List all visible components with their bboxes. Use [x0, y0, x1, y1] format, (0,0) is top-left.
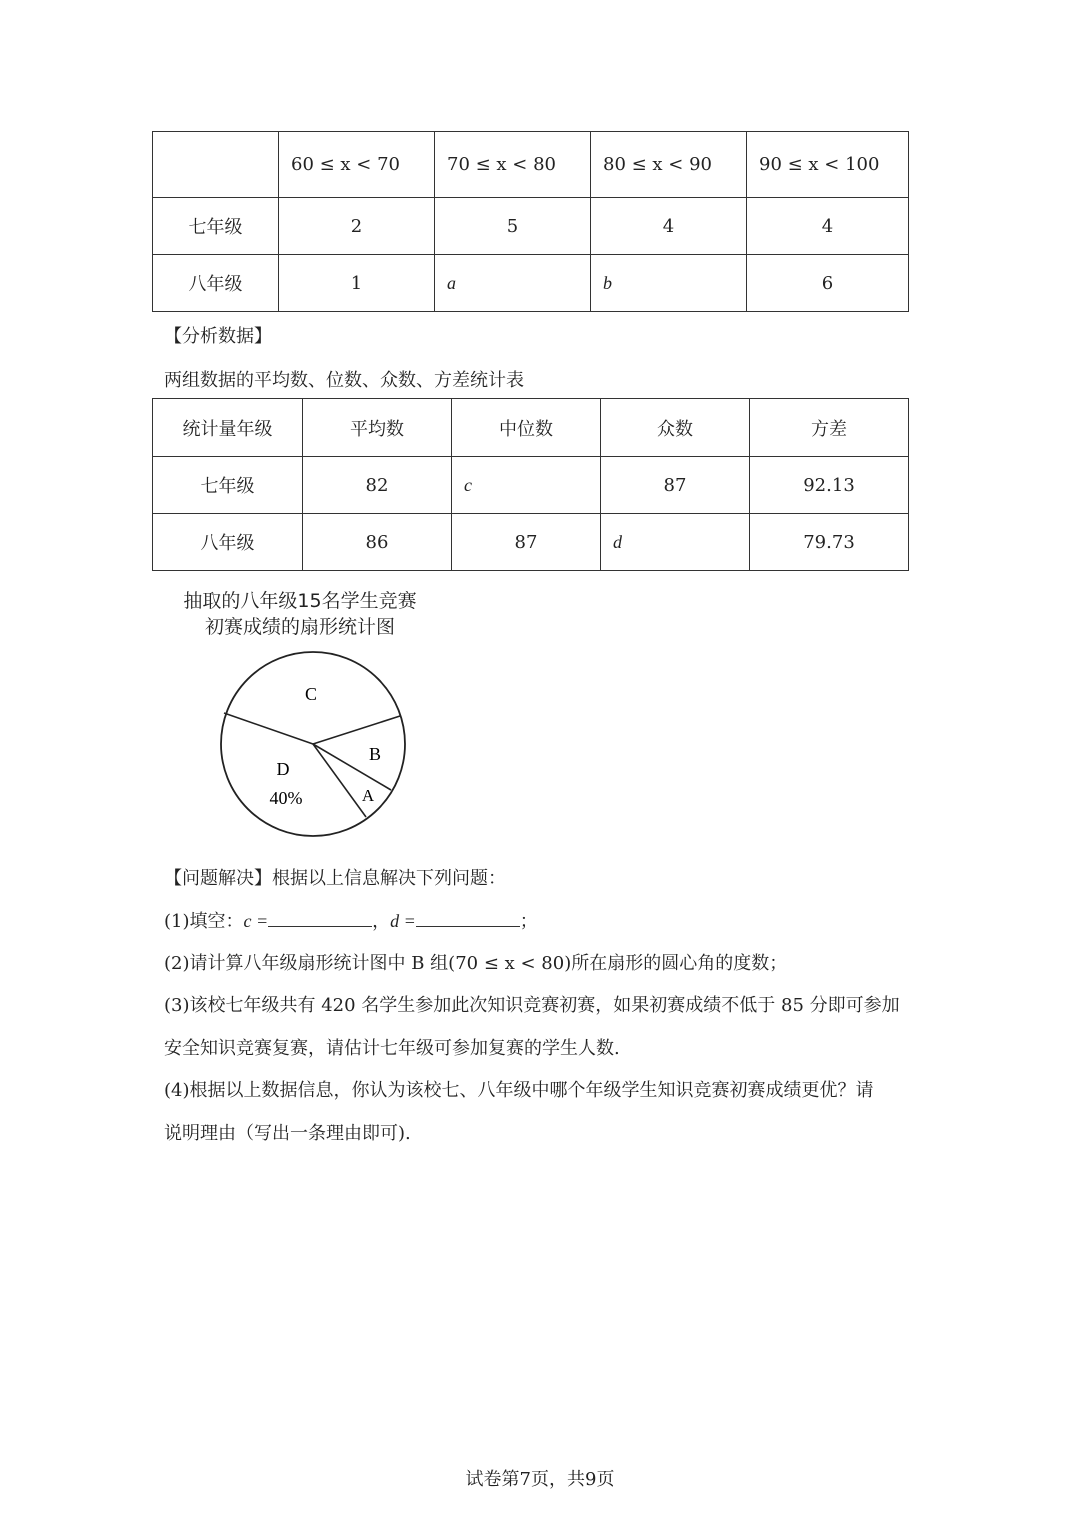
answer-blank-c[interactable] [268, 910, 372, 927]
q1-end: ； [519, 911, 538, 932]
pie-chart-title [170, 588, 430, 640]
slice-label-d: D [276, 759, 290, 779]
row-label: 八年级 [153, 255, 279, 312]
header-cell: 平均数 [303, 399, 452, 457]
cell: 79.73 [750, 514, 909, 571]
cell: 5 [435, 198, 591, 255]
q1-separator: ， [372, 911, 391, 932]
question-3-line2: 安全知识竞赛复赛，请估计七年级可参加复赛的学生人数. [164, 1038, 620, 1059]
cell: 1 [279, 255, 435, 312]
cell: 87 [601, 457, 750, 514]
stats-table [152, 398, 909, 571]
slice-divider [313, 744, 366, 817]
pie-title-line1: 抽取的八年级15名学生竞赛 [183, 590, 417, 612]
header-cell: 统计量年级 [153, 399, 303, 457]
question-3-line1: (3)该校七年级共有 420 名学生参加此次知识竞赛初赛，如果初赛成绩不低于 85 分即可参加 [164, 995, 900, 1016]
pie-chart [210, 644, 416, 850]
slice-label-a: A [361, 786, 375, 805]
slice-divider [224, 713, 313, 744]
var-b: b [603, 272, 612, 293]
cell: 86 [303, 514, 452, 571]
stats-caption: 两组数据的平均数、位数、众数、方差统计表 [164, 370, 524, 391]
var-d: d [613, 531, 622, 552]
header-cell: 90 ≤ x < 100 [747, 132, 909, 198]
var-c: c [464, 474, 472, 495]
slice-d-percent: 40% [269, 788, 303, 808]
cell [591, 255, 747, 312]
header-cell: 70 ≤ x < 80 [435, 132, 591, 198]
frequency-table [152, 131, 909, 312]
header-cell: 中位数 [452, 399, 601, 457]
table-row [153, 514, 909, 571]
header-cell: 60 ≤ x < 70 [279, 132, 435, 198]
row-label: 七年级 [153, 457, 303, 514]
header-cell: 众数 [601, 399, 750, 457]
cell [435, 255, 591, 312]
q1-d-label: d = [390, 911, 416, 931]
question-1 [164, 907, 538, 933]
slice-divider [313, 716, 400, 744]
cell: 4 [747, 198, 909, 255]
header-cell [153, 132, 279, 198]
cell: 92.13 [750, 457, 909, 514]
var-a: a [447, 272, 456, 293]
cell: 6 [747, 255, 909, 312]
row-label: 七年级 [153, 198, 279, 255]
page-footer: 试卷第7页，共9页 [465, 1469, 615, 1490]
question-4-line2: 说明理由（写出一条理由即可). [164, 1123, 411, 1144]
header-cell: 方差 [750, 399, 909, 457]
slice-label-c: C [304, 684, 318, 704]
cell: 87 [452, 514, 601, 571]
analysis-heading: 【分析数据】 [164, 326, 272, 347]
cell: 2 [279, 198, 435, 255]
question-2: (2)请计算八年级扇形统计图中 B 组(70 ≤ x < 80)所在扇形的圆心角的度数； [164, 953, 788, 974]
cell [452, 457, 601, 514]
q1-prefix: (1)填空： [164, 911, 244, 932]
problem-intro: 【问题解决】根据以上信息解决下列问题： [164, 868, 506, 889]
question-4-line1: (4)根据以上数据信息，你认为该校七、八年级中哪个年级学生知识竞赛初赛成绩更优？请 [164, 1080, 874, 1101]
cell [601, 514, 750, 571]
pie-title-line2: 初赛成绩的扇形统计图 [204, 616, 395, 638]
slice-label-b: B [368, 744, 382, 764]
table-row [153, 255, 909, 312]
header-cell: 80 ≤ x < 90 [591, 132, 747, 198]
cell: 82 [303, 457, 452, 514]
answer-blank-d[interactable] [416, 910, 520, 927]
q1-c-label: c = [243, 911, 269, 931]
row-label: 八年级 [153, 514, 303, 571]
table-row [153, 198, 909, 255]
table-row [153, 457, 909, 514]
cell: 4 [591, 198, 747, 255]
